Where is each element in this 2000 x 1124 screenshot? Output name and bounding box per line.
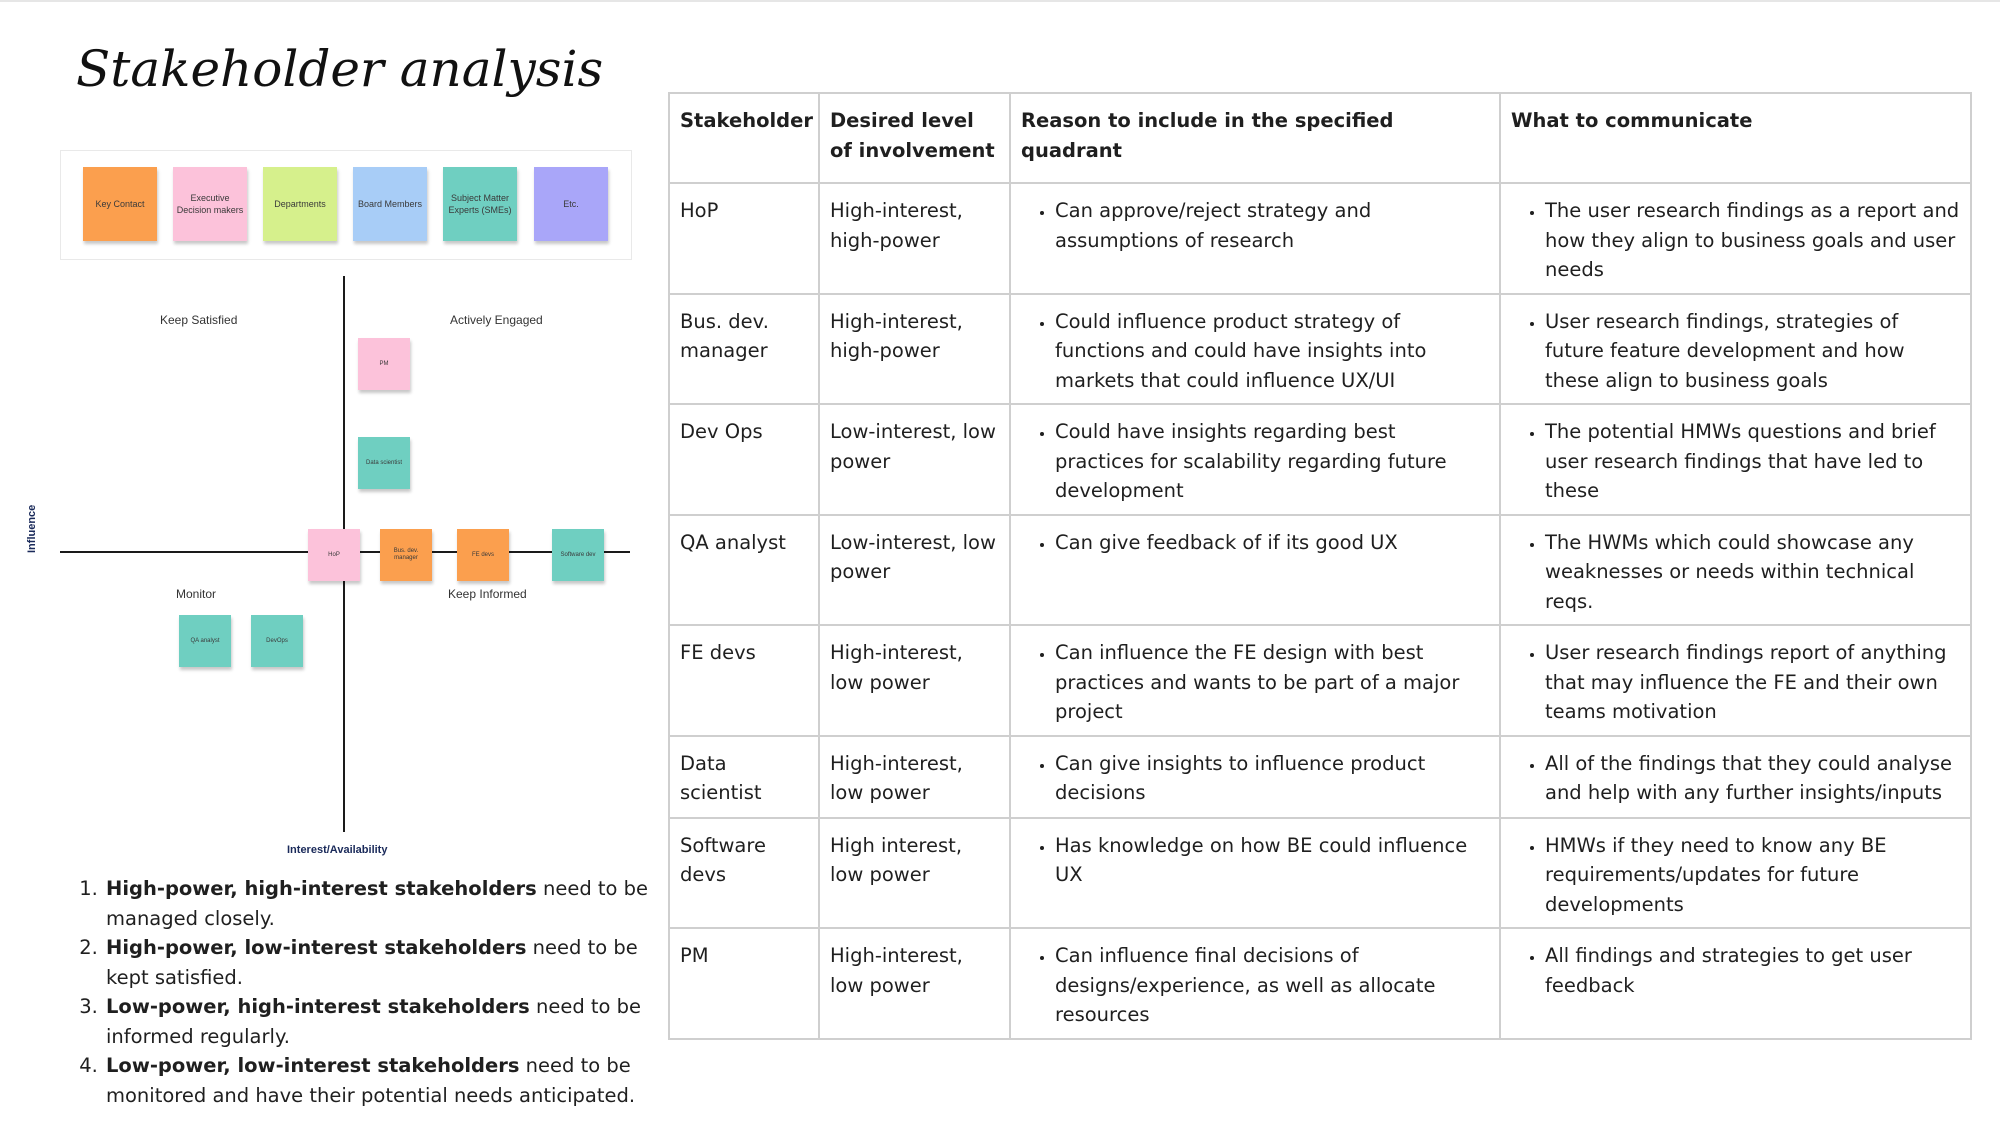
cell-stakeholder: HoP <box>669 183 819 294</box>
cell-stakeholder: Dev Ops <box>669 404 819 515</box>
priority-item <box>104 1051 664 1110</box>
cell-communicate <box>1500 294 1971 405</box>
cell-reason <box>1010 928 1500 1039</box>
legend-note-board-members[interactable]: Board Members <box>353 167 427 241</box>
priorities-list <box>82 874 664 1110</box>
legend-note-etc[interactable]: Etc. <box>534 167 608 241</box>
reason-bullet: • Could influence product strategy of functions and could have insights into markets that could influence UX/UI <box>1055 307 1489 396</box>
matrix-note-devops[interactable]: DevOps <box>251 615 303 667</box>
y-axis-label: Influence <box>26 504 38 553</box>
priority-text: need to be kept satisfied. <box>106 936 638 989</box>
reason-bullet: • Has knowledge on how BE could influence UX <box>1055 831 1489 890</box>
table-header-row <box>669 93 1971 183</box>
cell-level: High-interest, high-power <box>819 183 1010 294</box>
reason-bullet: • Can give insights to influence product decisions <box>1055 749 1489 808</box>
cell-communicate <box>1500 736 1971 818</box>
reason-bullet: • Could have insights regarding best practices for scalability regarding future development <box>1055 417 1489 506</box>
cell-level: Low-interest, low power <box>819 404 1010 515</box>
communicate-bullet: • The user research findings as a report and how they align to business goals and user needs <box>1545 196 1960 285</box>
cell-reason <box>1010 404 1500 515</box>
communicate-bullet: • User research findings report of anything that may influence the FE and their own teams motivation <box>1545 638 1960 727</box>
table-row <box>669 515 1971 626</box>
cell-reason <box>1010 625 1500 736</box>
matrix-note-qa-analyst[interactable]: QA analyst <box>179 615 231 667</box>
table-row <box>669 294 1971 405</box>
matrix-note-fe-devs[interactable]: FE devs <box>457 529 509 581</box>
cell-reason <box>1010 736 1500 818</box>
priority-item <box>104 933 664 992</box>
quadrant-label-keep-satisfied: Keep Satisfied <box>160 313 238 327</box>
quadrant-label-keep-informed: Keep Informed <box>448 587 527 601</box>
table-row <box>669 818 1971 929</box>
cell-stakeholder: Bus. dev. manager <box>669 294 819 405</box>
cell-stakeholder: Software devs <box>669 818 819 929</box>
table-row <box>669 736 1971 818</box>
reason-bullet: • Can give feedback of if its good UX <box>1055 528 1489 558</box>
header-reason: Reason to include in the specified quadrant <box>1010 93 1500 183</box>
priority-text: need to be managed closely. <box>106 877 649 930</box>
priority-item <box>104 874 664 933</box>
cell-level: Low-interest, low power <box>819 515 1010 626</box>
cell-communicate <box>1500 183 1971 294</box>
cell-reason <box>1010 515 1500 626</box>
cell-stakeholder: PM <box>669 928 819 1039</box>
matrix-note-data-scientist[interactable]: Data scientist <box>358 437 410 489</box>
reason-bullet: • Can influence the FE design with best practices and wants to be part of a major project <box>1055 638 1489 727</box>
legend-note-departments[interactable]: Departments <box>263 167 337 241</box>
quadrant-label-monitor: Monitor <box>176 587 217 601</box>
x-axis-label: Interest/Availability <box>287 844 388 856</box>
cell-level: High interest, low power <box>819 818 1010 929</box>
cell-stakeholder: FE devs <box>669 625 819 736</box>
top-divider <box>0 0 2000 2</box>
cell-communicate <box>1500 625 1971 736</box>
cell-level: High-interest, high-power <box>819 294 1010 405</box>
communicate-bullet: • All findings and strategies to get user feedback <box>1545 941 1960 1000</box>
quadrant-label-actively-engaged: Actively Engaged <box>450 313 543 327</box>
page-title: Stakeholder analysis <box>76 40 604 98</box>
cell-reason <box>1010 183 1500 294</box>
priority-text: need to be informed regularly. <box>106 995 642 1048</box>
cell-communicate <box>1500 818 1971 929</box>
priority-text: need to be monitored and have their potential needs anticipated. <box>106 1054 636 1107</box>
cell-level: High-interest, low power <box>819 736 1010 818</box>
cell-reason <box>1010 294 1500 405</box>
cell-communicate <box>1500 928 1971 1039</box>
sticky-note-legend <box>60 150 632 260</box>
table-row <box>669 625 1971 736</box>
priority-bold: Low-power, high-interest stakeholders <box>106 995 530 1018</box>
table-row <box>669 183 1971 294</box>
cell-reason <box>1010 818 1500 929</box>
cell-communicate <box>1500 515 1971 626</box>
header-involvement: Desired level of involvement <box>819 93 1010 183</box>
header-stakeholder: Stakeholder <box>669 93 819 183</box>
communicate-bullet: • The HWMs which could showcase any weaknesses or needs within technical reqs. <box>1545 528 1960 617</box>
table-row <box>669 928 1971 1039</box>
priority-bold: Low-power, low-interest stakeholders <box>106 1054 520 1077</box>
header-communicate: What to communicate <box>1500 93 1971 183</box>
table-row <box>669 404 1971 515</box>
communicate-bullet: • HMWs if they need to know any BE requirements/updates for future developments <box>1545 831 1960 920</box>
legend-note-executive[interactable]: Executive Decision makers <box>173 167 247 241</box>
cell-stakeholder: QA analyst <box>669 515 819 626</box>
matrix-note-bus-dev[interactable]: Bus. dev. manager <box>380 529 432 581</box>
priority-item <box>104 992 664 1051</box>
communicate-bullet: • The potential HMWs questions and brief user research findings that have led to these <box>1545 417 1960 506</box>
priority-bold: High-power, high-interest stakeholders <box>106 877 537 900</box>
matrix-note-pm[interactable]: PM <box>358 338 410 390</box>
communicate-bullet: • All of the findings that they could analyse and help with any further insights/inputs <box>1545 749 1960 808</box>
communicate-bullet: • User research findings, strategies of future feature development and how these align to business goals <box>1545 307 1960 396</box>
cell-level: High-interest, low power <box>819 928 1010 1039</box>
matrix-note-hop[interactable]: HoP <box>308 529 360 581</box>
cell-communicate <box>1500 404 1971 515</box>
priority-bold: High-power, low-interest stakeholders <box>106 936 527 959</box>
legend-note-smes[interactable]: Subject Matter Experts (SMEs) <box>443 167 517 241</box>
matrix-note-software-dev[interactable]: Software dev <box>552 529 604 581</box>
reason-bullet: • Can influence final decisions of designs/experience, as well as allocate resources <box>1055 941 1489 1030</box>
reason-bullet: • Can approve/reject strategy and assumptions of research <box>1055 196 1489 255</box>
cell-stakeholder: Data scientist <box>669 736 819 818</box>
stakeholder-table <box>668 92 1972 1040</box>
legend-note-key-contact[interactable]: Key Contact <box>83 167 157 241</box>
cell-level: High-interest, low power <box>819 625 1010 736</box>
